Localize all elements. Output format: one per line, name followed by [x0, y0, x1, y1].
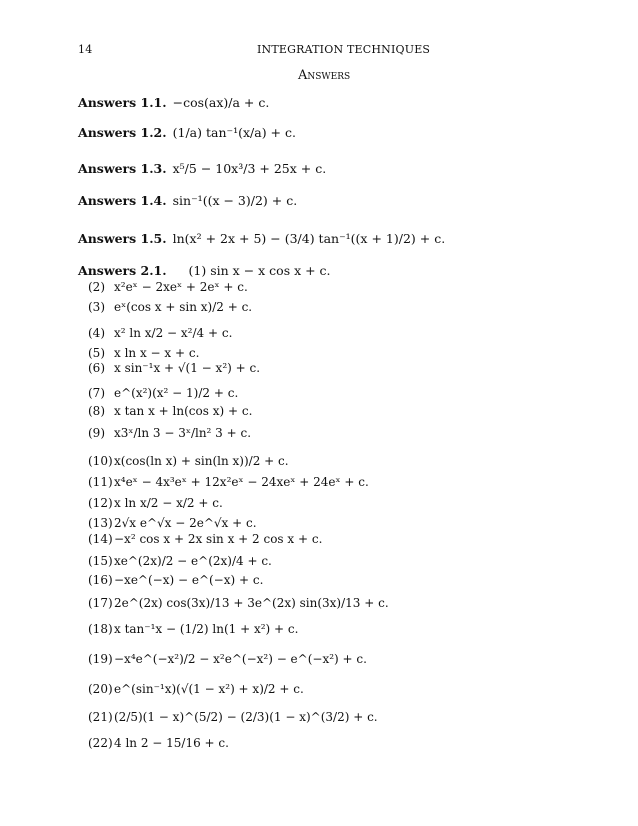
item-number: (8): [88, 404, 105, 418]
item-number: (18): [88, 622, 113, 636]
item-expression: x tan x + ln(cos x) + c.: [114, 404, 253, 418]
running-header: INTEGRATION TECHNIQUES: [257, 43, 431, 56]
answer-item: [88, 596, 389, 610]
answer-item: [88, 426, 251, 440]
answer-2-1-header: [78, 264, 331, 278]
item-number: (20): [88, 682, 113, 696]
item-number: (19): [88, 652, 113, 666]
answer-item: [88, 475, 369, 489]
answer-label: Answers 1.1.: [78, 95, 167, 110]
answer-item: [88, 573, 263, 587]
item-number: (4): [88, 326, 105, 340]
item-number: (17): [88, 596, 113, 610]
item-number: (10): [88, 454, 113, 468]
answer-label: Answers 2.1.: [78, 263, 167, 278]
item-expression: x3ˣ/ln 3 − 3ˣ/ln² 3 + c.: [114, 426, 252, 440]
item-expression: xe^(2x)/2 − e^(2x)/4 + c.: [114, 554, 272, 568]
item-expression: −xe^(−x) − e^(−x) + c.: [114, 573, 264, 587]
item-expression: 2√x e^√x − 2e^√x + c.: [114, 516, 257, 530]
answer-item: [88, 404, 252, 418]
answer-1-2: [78, 126, 296, 140]
item-expression: sin x − x cos x + c.: [210, 263, 331, 278]
item-number: (2): [88, 280, 105, 294]
item-expression: −x² cos x + 2x sin x + 2 cos x + c.: [114, 532, 323, 546]
item-expression: 2e^(2x) cos(3x)/13 + 3e^(2x) sin(3x)/13 + c.: [114, 596, 389, 610]
answer-item: [88, 361, 260, 375]
item-number: (15): [88, 554, 113, 568]
answer-expression: x⁵/5 − 10x³/3 + 25x + c.: [172, 161, 327, 176]
answer-item: [88, 346, 199, 360]
item-expression: x²eˣ − 2xeˣ + 2eˣ + c.: [114, 280, 248, 294]
answer-label: Answers 1.4.: [78, 193, 167, 208]
item-expression: e^(sin⁻¹x)(√(1 − x²) + x)/2 + c.: [114, 682, 304, 696]
item-expression: x² ln x/2 − x²/4 + c.: [114, 326, 233, 340]
item-expression: x⁴eˣ − 4x³eˣ + 12x²eˣ − 24xeˣ + 24eˣ + c.: [114, 475, 369, 489]
answer-item: [88, 622, 298, 636]
page-number: 14: [78, 43, 93, 56]
answer-item: [88, 532, 322, 546]
item-expression: x tan⁻¹x − (1/2) ln(1 + x²) + c.: [114, 622, 299, 636]
answer-item: [88, 496, 223, 510]
answer-item: [88, 652, 367, 666]
item-expression: e^(x²)(x² − 1)/2 + c.: [114, 386, 239, 400]
answer-label: Answers 1.5.: [78, 231, 167, 246]
answer-expression: ln(x² + 2x + 5) − (3/4) tan⁻¹((x + 1)/2) + c.: [172, 231, 446, 246]
item-number: (11): [88, 475, 113, 489]
answer-item: [88, 326, 232, 340]
answer-1-1: [78, 96, 269, 110]
answer-item: [88, 554, 272, 568]
answer-label: Answers 1.2.: [78, 125, 167, 140]
answer-item: [88, 682, 304, 696]
item-number: (12): [88, 496, 113, 510]
item-number: (13): [88, 516, 113, 530]
item-expression: x sin⁻¹x + √(1 − x²) + c.: [114, 361, 261, 375]
item-number: (3): [88, 300, 105, 314]
item-expression: −x⁴e^(−x²)/2 − x²e^(−x²) − e^(−x²) + c.: [114, 652, 367, 666]
answer-1-5: [78, 232, 445, 246]
answer-label: Answers 1.3.: [78, 161, 167, 176]
section-title: Answers: [298, 68, 351, 83]
item-number: (7): [88, 386, 105, 400]
item-number: (9): [88, 426, 105, 440]
answer-item: [88, 454, 289, 468]
answer-1-4: [78, 194, 297, 208]
answer-item: [88, 280, 248, 294]
answer-expression: −cos(ax)/a + c.: [172, 95, 270, 110]
item-number: (16): [88, 573, 113, 587]
item-number: (6): [88, 361, 105, 375]
item-expression: 4 ln 2 − 15/16 + c.: [114, 736, 229, 750]
item-number: (5): [88, 346, 105, 360]
item-number: (21): [88, 710, 113, 724]
answer-item: [88, 710, 378, 724]
item-expression: x(cos(ln x) + sin(ln x))/2 + c.: [114, 454, 289, 468]
item-number: (14): [88, 532, 113, 546]
answer-expression: (1/a) tan⁻¹(x/a) + c.: [172, 125, 296, 140]
item-expression: eˣ(cos x + sin x)/2 + c.: [114, 300, 253, 314]
answer-expression: sin⁻¹((x − 3)/2) + c.: [172, 193, 298, 208]
answer-1-3: [78, 162, 326, 176]
item-expression: x ln x/2 − x/2 + c.: [114, 496, 223, 510]
answer-item: [88, 386, 238, 400]
answer-item: [88, 300, 252, 314]
item-number: (22): [88, 736, 113, 750]
answer-item: [88, 736, 229, 750]
item-expression: (2/5)(1 − x)^(5/2) − (2/3)(1 − x)^(3/2) + c.: [114, 710, 378, 724]
item-expression: x ln x − x + c.: [114, 346, 200, 360]
item-number: (1): [188, 263, 207, 278]
answer-item: [88, 516, 257, 530]
